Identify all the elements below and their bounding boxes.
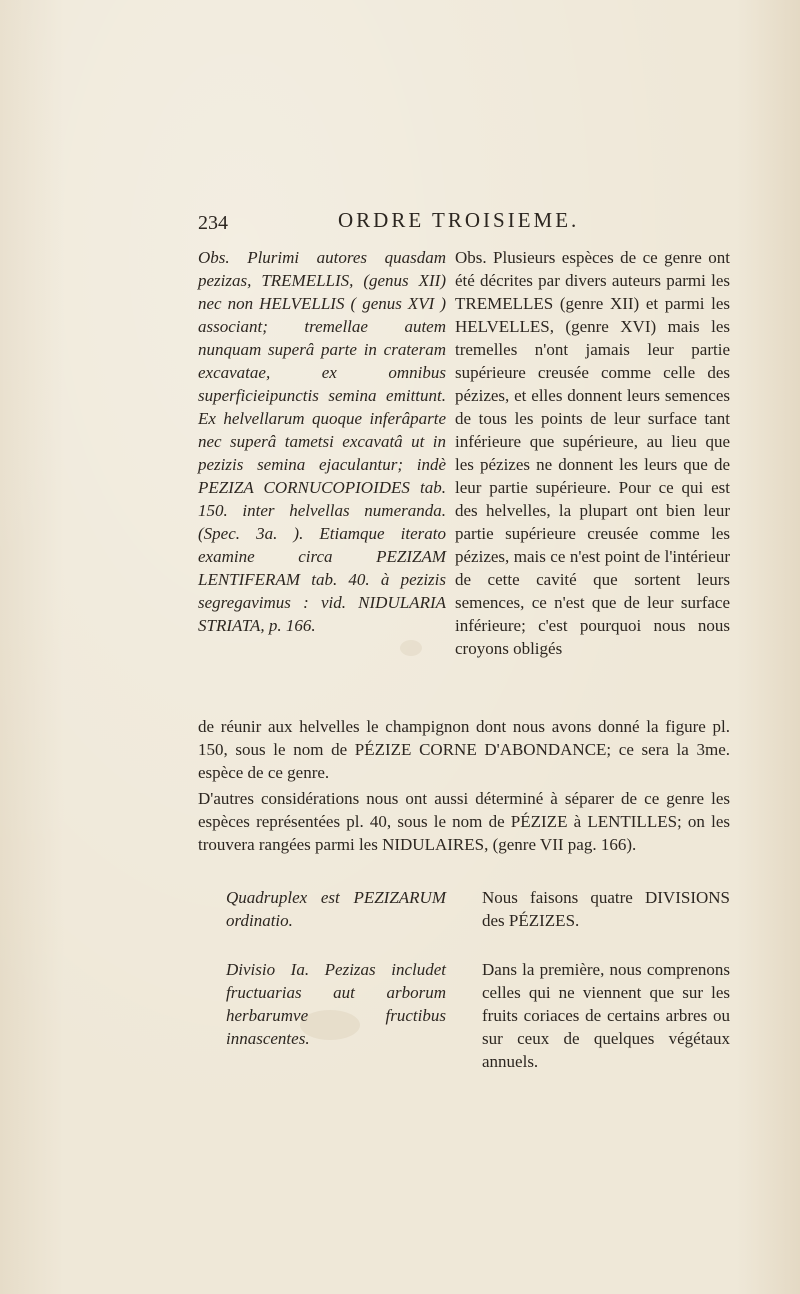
quadruplex-french xyxy=(482,886,730,932)
divisio-latin xyxy=(226,958,446,1050)
divisio-french-text: Dans la première, nous comprenons celles qui ne viennent que sur les fruits coriaces de certains arbres ou sur ceux de quelques végétaux annuels. xyxy=(482,960,730,1071)
divisio-french xyxy=(482,958,730,1073)
obs-french-column xyxy=(455,246,730,660)
obs-latin-text: Obs. Plurimi autores quasdam pezizas, TREMELLIS, (genus XII) nec non HELVELLIS ( genus XVI ) associant; tremellae autem nunquam superâ parte in crateram excavatae, ex omnibus superficieipunctis semina emittunt. Ex helvellarum quoque inferâparte nec superâ tametsi excavatâ ut in pezizis semina ejaculantur; indè PEZIZA CORNUCOPIOIDES tab. 150. inter helvellas numeranda. (Spec. 3a. ). Etiamque iterato examine circa PEZIZAM LENTIFERAM tab. 40. à pezizis segregavimus : vid. NIDULARIA STRIATA, p. 166. xyxy=(198,248,446,635)
obs-latin-column xyxy=(198,246,446,637)
obs-french-tail-text: de réunir aux helvelles le champignon dont nous avons donné la figure pl. 150, sous le nom de PÉZIZE CORNE D'ABONDANCE; ce sera la 3me. espèce de ce genre. xyxy=(198,717,730,782)
divisio-latin-text: Divisio Ia. Pezizas includet fructuarias aut arborum herbarumve fructibus innascentes. xyxy=(226,960,446,1048)
quadruplex-french-text: Nous faisons quatre DIVISIONS des PÉZIZES. xyxy=(482,888,730,930)
quadruplex-latin xyxy=(226,886,446,932)
obs-french-text: Obs. Plusieurs espèces de ce genre ont été décrites par divers auteurs parmi les TREMELLES (genre XII) et parmi les HELVELLES, (genre XVI) mais les tremelles n'ont jamais leur partie supérieure creusée comme celle des pézizes, et elles donnent leurs semences de tous les points de leur surface tant inférieure que supérieure, au lieu que les pézizes ne donnent les leurs que de leur partie supérieure. Pour ce qui est des helvelles, la plupart ont bien leur partie supérieure creusée comme les pézizes, mais ce n'est point de l'intérieur de cette cavité que sortent leurs semences, ce n'est que de leur surface inférieure; c'est pourquoi nous nous croyons obligés xyxy=(455,248,730,658)
autres-paragraph xyxy=(198,787,730,856)
autres-text: D'autres considérations nous ont aussi déterminé à séparer de ce genre les espèces représentées pl. 40, sous le nom de PÉZIZE à LENTILLES; on les trouvera rangées parmi les NIDULAIRES, (genre VII pag. 166). xyxy=(198,789,730,854)
obs-french-continuation xyxy=(198,715,730,784)
quadruplex-latin-text: Quadruplex est PEZIZARUM ordinatio. xyxy=(226,888,446,930)
running-title: ORDRE TROISIEME. xyxy=(338,208,580,232)
running-header xyxy=(198,208,608,238)
page-number: 234 xyxy=(198,212,228,234)
paper-stain xyxy=(400,640,422,656)
